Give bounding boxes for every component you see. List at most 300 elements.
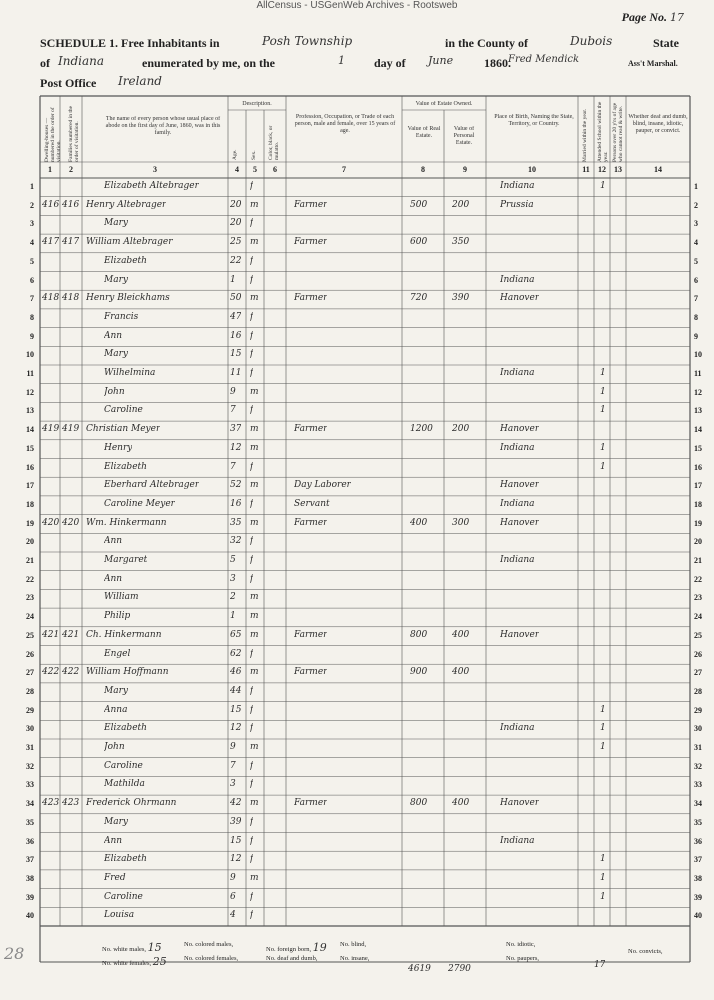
person-name: John: [104, 386, 125, 397]
page-number-value: 17: [670, 11, 684, 24]
col-personal-estate-header: Value of Personal Estate.: [453, 126, 475, 146]
person-name: Henry: [104, 442, 133, 453]
person-sex: f: [250, 704, 254, 715]
person-occupation: Farmer: [294, 293, 328, 304]
person-name: Ann: [104, 573, 123, 584]
footer-convicts: No. convicts,: [628, 948, 663, 955]
real-estate-value: 720: [410, 293, 428, 304]
row-number-right: 35: [694, 817, 702, 827]
row-number-right: 18: [694, 499, 702, 509]
day-of-label: day of: [374, 56, 406, 70]
person-age: 9: [230, 872, 236, 883]
person-sex: f: [250, 274, 254, 285]
person-name: Mary: [104, 685, 128, 696]
dwelling-number: 417: [42, 237, 60, 248]
person-age: 7: [230, 461, 236, 472]
person-sex: f: [250, 816, 254, 827]
person-sex: f: [250, 573, 254, 584]
school-mark: 1: [600, 386, 606, 397]
footer-idiotic: No. idiotic,: [506, 941, 536, 948]
family-number: 416: [62, 199, 80, 210]
person-sex: f: [250, 648, 254, 659]
person-age: 5: [230, 555, 236, 565]
row-number-left: 11: [26, 369, 34, 378]
birthplace: Prussia: [500, 199, 534, 210]
row-number-right: 26: [694, 649, 702, 659]
person-name: Caroline: [104, 891, 143, 902]
person-name: Mary: [104, 349, 128, 360]
row-number-left: 34: [26, 799, 34, 809]
person-sex: f: [250, 368, 254, 378]
person-age: 16: [230, 498, 242, 509]
school-mark: 1: [600, 368, 606, 378]
row-number-right: 6: [694, 275, 698, 285]
school-mark: 1: [600, 704, 606, 715]
person-sex: f: [250, 760, 254, 771]
person-age: 20: [230, 199, 242, 210]
row-number-left: 14: [26, 425, 34, 435]
person-sex: f: [250, 685, 254, 696]
row-number-left: 20: [26, 537, 34, 547]
footer-white-males: [102, 941, 162, 954]
person-age: 1: [230, 611, 236, 622]
dwelling-number: 416: [42, 199, 60, 210]
footer-foreign-born-value: 19: [312, 941, 327, 954]
person-age: 12: [230, 723, 242, 734]
row-number-right: 24: [694, 612, 702, 622]
person-age: 15: [230, 835, 242, 846]
row-number-right: 3: [694, 219, 698, 229]
personal-estate-value: 400: [452, 798, 470, 809]
person-sex: f: [250, 461, 254, 472]
person-sex: f: [250, 405, 254, 416]
post-office-value: Ireland: [118, 74, 162, 88]
column-number: 12: [598, 165, 606, 174]
col-family-header: Families numbered in the order of visitation.: [68, 105, 80, 162]
person-sex: f: [250, 349, 254, 360]
row-number-left: 9: [30, 331, 34, 341]
personal-estate-value: 200: [452, 199, 470, 210]
person-name: Anna: [104, 704, 128, 715]
row-number-left: 27: [26, 668, 34, 678]
person-sex: f: [250, 536, 254, 547]
birthplace: Hanover: [500, 293, 540, 304]
family-number: 421: [62, 629, 80, 640]
birthplace: Indiana: [500, 274, 535, 285]
person-sex: m: [250, 517, 259, 528]
person-age: 1: [230, 274, 236, 285]
personal-estate-value: 350: [452, 237, 470, 248]
family-number: 419: [62, 424, 80, 435]
person-name: Mary: [104, 816, 128, 827]
person-sex: f: [250, 891, 254, 902]
footer-foreign-born: [266, 941, 327, 954]
county-label: in the County of: [445, 36, 529, 50]
person-name: Elizabeth: [104, 723, 147, 734]
row-number-left: 32: [26, 761, 34, 771]
person-age: 7: [230, 760, 236, 771]
personal-estate-value: 300: [452, 517, 470, 528]
col-sex-header: Sex.: [251, 150, 257, 160]
row-number-left: 37: [26, 855, 34, 865]
person-name: Wm. Hinkermann: [86, 517, 167, 528]
row-number-right: 11: [694, 369, 702, 378]
row-number-right: 34: [694, 799, 702, 809]
col-name-header: The name of every person whose usual place of abode on the first day of June, 1860, was in this family.: [105, 116, 221, 136]
person-name: Ch. Hinkermann: [86, 629, 162, 640]
row-number-right: 36: [694, 836, 702, 846]
state-label: State: [653, 36, 679, 50]
row-number-left: 16: [26, 462, 34, 472]
family-number: 422: [62, 667, 80, 678]
row-number-right: 14: [694, 425, 702, 435]
state-value: Indiana: [58, 54, 105, 68]
school-mark: 1: [600, 442, 606, 453]
person-name: Engel: [104, 648, 131, 659]
footer-deaf: No. deaf and dumb,: [266, 955, 318, 962]
column-number: 11: [582, 165, 590, 174]
person-occupation: Servant: [294, 498, 330, 509]
person-name: Elizabeth: [104, 255, 147, 266]
birthplace: Hanover: [500, 480, 540, 491]
row-number-right: 23: [694, 593, 702, 603]
birthplace: Indiana: [500, 835, 535, 846]
school-mark: 1: [600, 405, 606, 416]
person-age: 46: [230, 667, 242, 678]
person-sex: f: [250, 498, 254, 509]
marshal-label: Ass't Marshal.: [628, 59, 678, 68]
person-name: Mary: [104, 218, 128, 229]
birthplace: Indiana: [500, 723, 535, 734]
person-age: 44: [230, 685, 242, 696]
person-name: Wilhelmina: [104, 368, 156, 378]
person-sex: f: [250, 854, 254, 865]
row-number-left: 40: [26, 911, 34, 921]
person-name: Philip: [104, 611, 131, 622]
person-age: 20: [230, 218, 242, 229]
column-number: 8: [421, 165, 425, 174]
person-name: William: [104, 592, 139, 603]
month-value: June: [428, 54, 454, 67]
person-sex: m: [250, 386, 259, 397]
real-estate-value: 600: [410, 237, 428, 248]
row-number-right: 33: [694, 780, 702, 790]
row-number-right: 5: [694, 256, 698, 266]
row-number-left: 13: [26, 406, 34, 416]
school-mark: 1: [600, 742, 606, 752]
person-occupation: Farmer: [294, 667, 328, 678]
person-name: Mathilda: [104, 779, 145, 790]
row-number-right: 22: [694, 574, 702, 584]
person-age: 35: [230, 517, 242, 528]
col-married-header: Married within the year.: [582, 108, 588, 162]
enumerated-label: enumerated by me, on the: [142, 56, 275, 70]
person-sex: m: [250, 480, 259, 491]
family-number: 417: [62, 237, 80, 248]
family-number: 418: [62, 293, 80, 304]
row-number-right: 28: [694, 686, 702, 696]
row-number-right: 1: [694, 182, 698, 191]
row-number-left: 31: [26, 743, 34, 752]
row-number-right: 31: [694, 743, 702, 752]
person-age: 9: [230, 742, 236, 752]
school-mark: 1: [600, 181, 606, 191]
birthplace: Indiana: [500, 442, 535, 453]
footer-white-females-label: No. white females,: [102, 960, 152, 967]
row-number-left: 17: [26, 481, 34, 491]
row-number-left: 2: [30, 200, 34, 210]
person-age: 50: [230, 293, 242, 304]
school-mark: 1: [600, 854, 606, 865]
of-label: of: [40, 56, 50, 70]
row-number-right: 39: [694, 892, 702, 902]
row-number-right: 27: [694, 668, 702, 678]
row-number-left: 15: [26, 443, 34, 453]
person-age: 52: [230, 480, 242, 491]
person-sex: m: [250, 629, 259, 640]
person-age: 3: [230, 779, 236, 790]
schedule-label: SCHEDULE 1.: [40, 36, 119, 50]
person-age: 16: [230, 330, 242, 341]
column-number: 5: [253, 165, 257, 174]
person-age: 47: [230, 311, 242, 322]
footer-white-females: [102, 955, 167, 968]
column-number: 9: [463, 165, 467, 174]
total-personal-estate: 2790: [448, 964, 471, 974]
person-name: Ann: [104, 330, 123, 341]
col-dwelling-header: Dwelling-houses — numbered in the order of visitation.: [44, 107, 62, 162]
row-number-left: 25: [26, 630, 34, 640]
person-sex: m: [250, 592, 259, 603]
dwelling-number: 420: [42, 517, 60, 528]
row-number-left: 4: [30, 238, 34, 248]
row-number-left: 6: [30, 275, 34, 285]
row-number-left: 38: [26, 873, 34, 883]
row-number-left: 12: [26, 387, 34, 397]
column-number: 10: [528, 165, 536, 174]
footer-white-males-label: No. white males,: [102, 946, 147, 953]
person-name: Francis: [104, 311, 139, 322]
day-value: 1: [338, 54, 345, 67]
person-name: Eberhard Altebrager: [104, 480, 200, 491]
year-value: 1860.: [484, 56, 511, 70]
row-number-left: 28: [26, 686, 34, 696]
person-age: 65: [230, 629, 242, 640]
birthplace: Hanover: [500, 798, 540, 809]
row-number-right: 17: [694, 481, 702, 491]
person-age: 25: [230, 237, 242, 248]
footer-insane: No. insane,: [340, 955, 370, 962]
row-number-left: 3: [30, 219, 34, 229]
row-number-left: 10: [26, 350, 34, 360]
footer-paupers: No. paupers,: [506, 955, 540, 962]
column-number: 14: [654, 165, 662, 174]
row-number-left: 19: [26, 518, 34, 528]
school-mark: 1: [600, 723, 606, 734]
row-number-left: 5: [30, 256, 34, 266]
person-sex: m: [250, 293, 259, 304]
birthplace: Hanover: [500, 424, 540, 435]
person-name: Ann: [104, 536, 123, 547]
person-name: Ann: [104, 835, 123, 846]
row-number-left: 24: [26, 612, 34, 622]
person-name: Caroline: [104, 405, 143, 416]
row-number-left: 18: [26, 499, 34, 509]
row-number-right: 8: [694, 312, 698, 322]
row-number-left: 1: [30, 182, 34, 191]
footer-blind: No. blind,: [340, 941, 367, 948]
row-number-left: 35: [26, 817, 34, 827]
column-number: 13: [614, 165, 622, 174]
person-age: 39: [230, 816, 242, 827]
row-number-left: 30: [26, 724, 34, 734]
school-mark: 1: [600, 461, 606, 472]
dwelling-number: 419: [42, 424, 60, 435]
person-name: Christian Meyer: [86, 424, 161, 435]
person-sex: f: [250, 218, 254, 229]
birthplace: Indiana: [500, 368, 535, 378]
post-office-label: Post Office: [40, 76, 97, 90]
person-sex: m: [250, 611, 259, 622]
total-school: 17: [594, 960, 606, 970]
real-estate-value: 800: [410, 798, 428, 809]
person-occupation: Day Laborer: [294, 480, 351, 491]
person-age: 12: [230, 442, 242, 453]
real-estate-value: 800: [410, 629, 428, 640]
row-number-right: 32: [694, 761, 702, 771]
school-mark: 1: [600, 872, 606, 883]
school-mark: 1: [600, 891, 606, 902]
person-sex: f: [250, 311, 254, 322]
person-occupation: Farmer: [294, 237, 328, 248]
description-header: Description.: [242, 101, 272, 107]
person-name: William Altebrager: [86, 237, 173, 248]
personal-estate-value: 200: [452, 424, 470, 435]
person-sex: f: [250, 330, 254, 341]
person-name: Margaret: [104, 555, 148, 565]
dwelling-number: 423: [42, 798, 60, 809]
person-sex: m: [250, 237, 259, 248]
person-name: Frederick Ohrmann: [86, 798, 177, 809]
column-number: 2: [69, 165, 73, 174]
person-name: Louisa: [104, 910, 135, 921]
row-number-right: 40: [694, 911, 702, 921]
real-estate-value: 900: [410, 667, 428, 678]
person-name: Henry Bleickhams: [86, 293, 170, 304]
column-number: 1: [48, 165, 52, 174]
person-sex: f: [250, 779, 254, 790]
row-number-right: 25: [694, 630, 702, 640]
birthplace: Hanover: [500, 629, 540, 640]
col-occupation-header: Profession, Occupation, or Trade of each person, male and female, over 15 years of age.: [294, 114, 396, 134]
row-number-right: 4: [694, 238, 698, 248]
row-number-left: 8: [30, 312, 34, 322]
person-occupation: Farmer: [294, 798, 328, 809]
person-sex: f: [250, 910, 254, 921]
row-number-right: 20: [694, 537, 702, 547]
person-sex: f: [250, 835, 254, 846]
dwelling-number: 421: [42, 629, 60, 640]
person-name: Caroline Meyer: [104, 498, 175, 509]
person-sex: m: [250, 742, 259, 752]
real-estate-value: 1200: [410, 424, 433, 435]
person-age: 12: [230, 854, 242, 865]
footer-white-females-value: 25: [152, 955, 167, 968]
col-illiterate-header: Persons over 20 y'rs of age who cannot read & write.: [612, 102, 624, 162]
person-name: Caroline: [104, 760, 143, 771]
row-number-right: 10: [694, 350, 702, 360]
person-age: 32: [230, 536, 242, 547]
row-number-right: 9: [694, 331, 698, 341]
person-age: 2: [230, 592, 236, 603]
person-occupation: Farmer: [294, 424, 328, 435]
personal-estate-value: 390: [452, 293, 470, 304]
person-age: 22: [230, 255, 242, 266]
person-sex: m: [250, 872, 259, 883]
person-name: Mary: [104, 274, 128, 285]
birthplace: Indiana: [500, 498, 535, 509]
row-number-left: 26: [26, 649, 34, 659]
row-number-left: 29: [26, 705, 34, 715]
column-number: 7: [342, 165, 346, 174]
row-number-right: 37: [694, 855, 702, 865]
column-number: 3: [153, 165, 157, 174]
person-name: Fred: [104, 872, 126, 883]
person-name: Elizabeth: [104, 854, 147, 865]
person-name: Elizabeth Altebrager: [104, 181, 199, 191]
person-sex: m: [250, 667, 259, 678]
column-number: 6: [273, 165, 277, 174]
row-number-right: 30: [694, 724, 702, 734]
col-real-estate-header: Value of Real Estate.: [407, 126, 441, 139]
person-age: 62: [230, 648, 242, 659]
row-number-right: 38: [694, 873, 702, 883]
column-number: 4: [235, 165, 239, 174]
col-color-header: Color, black, or mulatto.: [268, 125, 280, 160]
township-value: Posh Township: [262, 34, 353, 48]
person-age: 37: [230, 424, 242, 435]
person-sex: m: [250, 199, 259, 210]
person-sex: m: [250, 442, 259, 453]
footer-colored-females: No. colored females,: [184, 955, 239, 962]
person-sex: m: [250, 798, 259, 809]
row-number-right: 7: [694, 294, 698, 304]
row-number-left: 23: [26, 593, 34, 603]
row-number-right: 21: [694, 556, 702, 565]
personal-estate-value: 400: [452, 667, 470, 678]
row-number-left: 7: [30, 294, 34, 304]
person-age: 15: [230, 704, 242, 715]
person-age: 15: [230, 349, 242, 360]
col-school-header: Attended School within the year.: [597, 101, 609, 162]
personal-estate-value: 400: [452, 629, 470, 640]
person-age: 3: [230, 573, 236, 584]
birthplace: Hanover: [500, 517, 540, 528]
schedule-line1: Free Inhabitants in: [121, 36, 220, 50]
archive-banner: AllCensus - USGenWeb Archives - Rootsweb: [256, 0, 458, 11]
row-number-left: 36: [26, 836, 34, 846]
page-number-label: Page No.: [621, 10, 667, 24]
dwelling-number: 418: [42, 293, 60, 304]
person-sex: f: [250, 723, 254, 734]
row-number-right: 15: [694, 443, 702, 453]
person-sex: m: [250, 424, 259, 435]
person-name: John: [104, 742, 125, 752]
family-number: 423: [62, 798, 80, 809]
col-age-header: Age.: [232, 149, 238, 160]
footer-white-males-value: 15: [147, 941, 162, 954]
person-sex: f: [250, 181, 254, 191]
